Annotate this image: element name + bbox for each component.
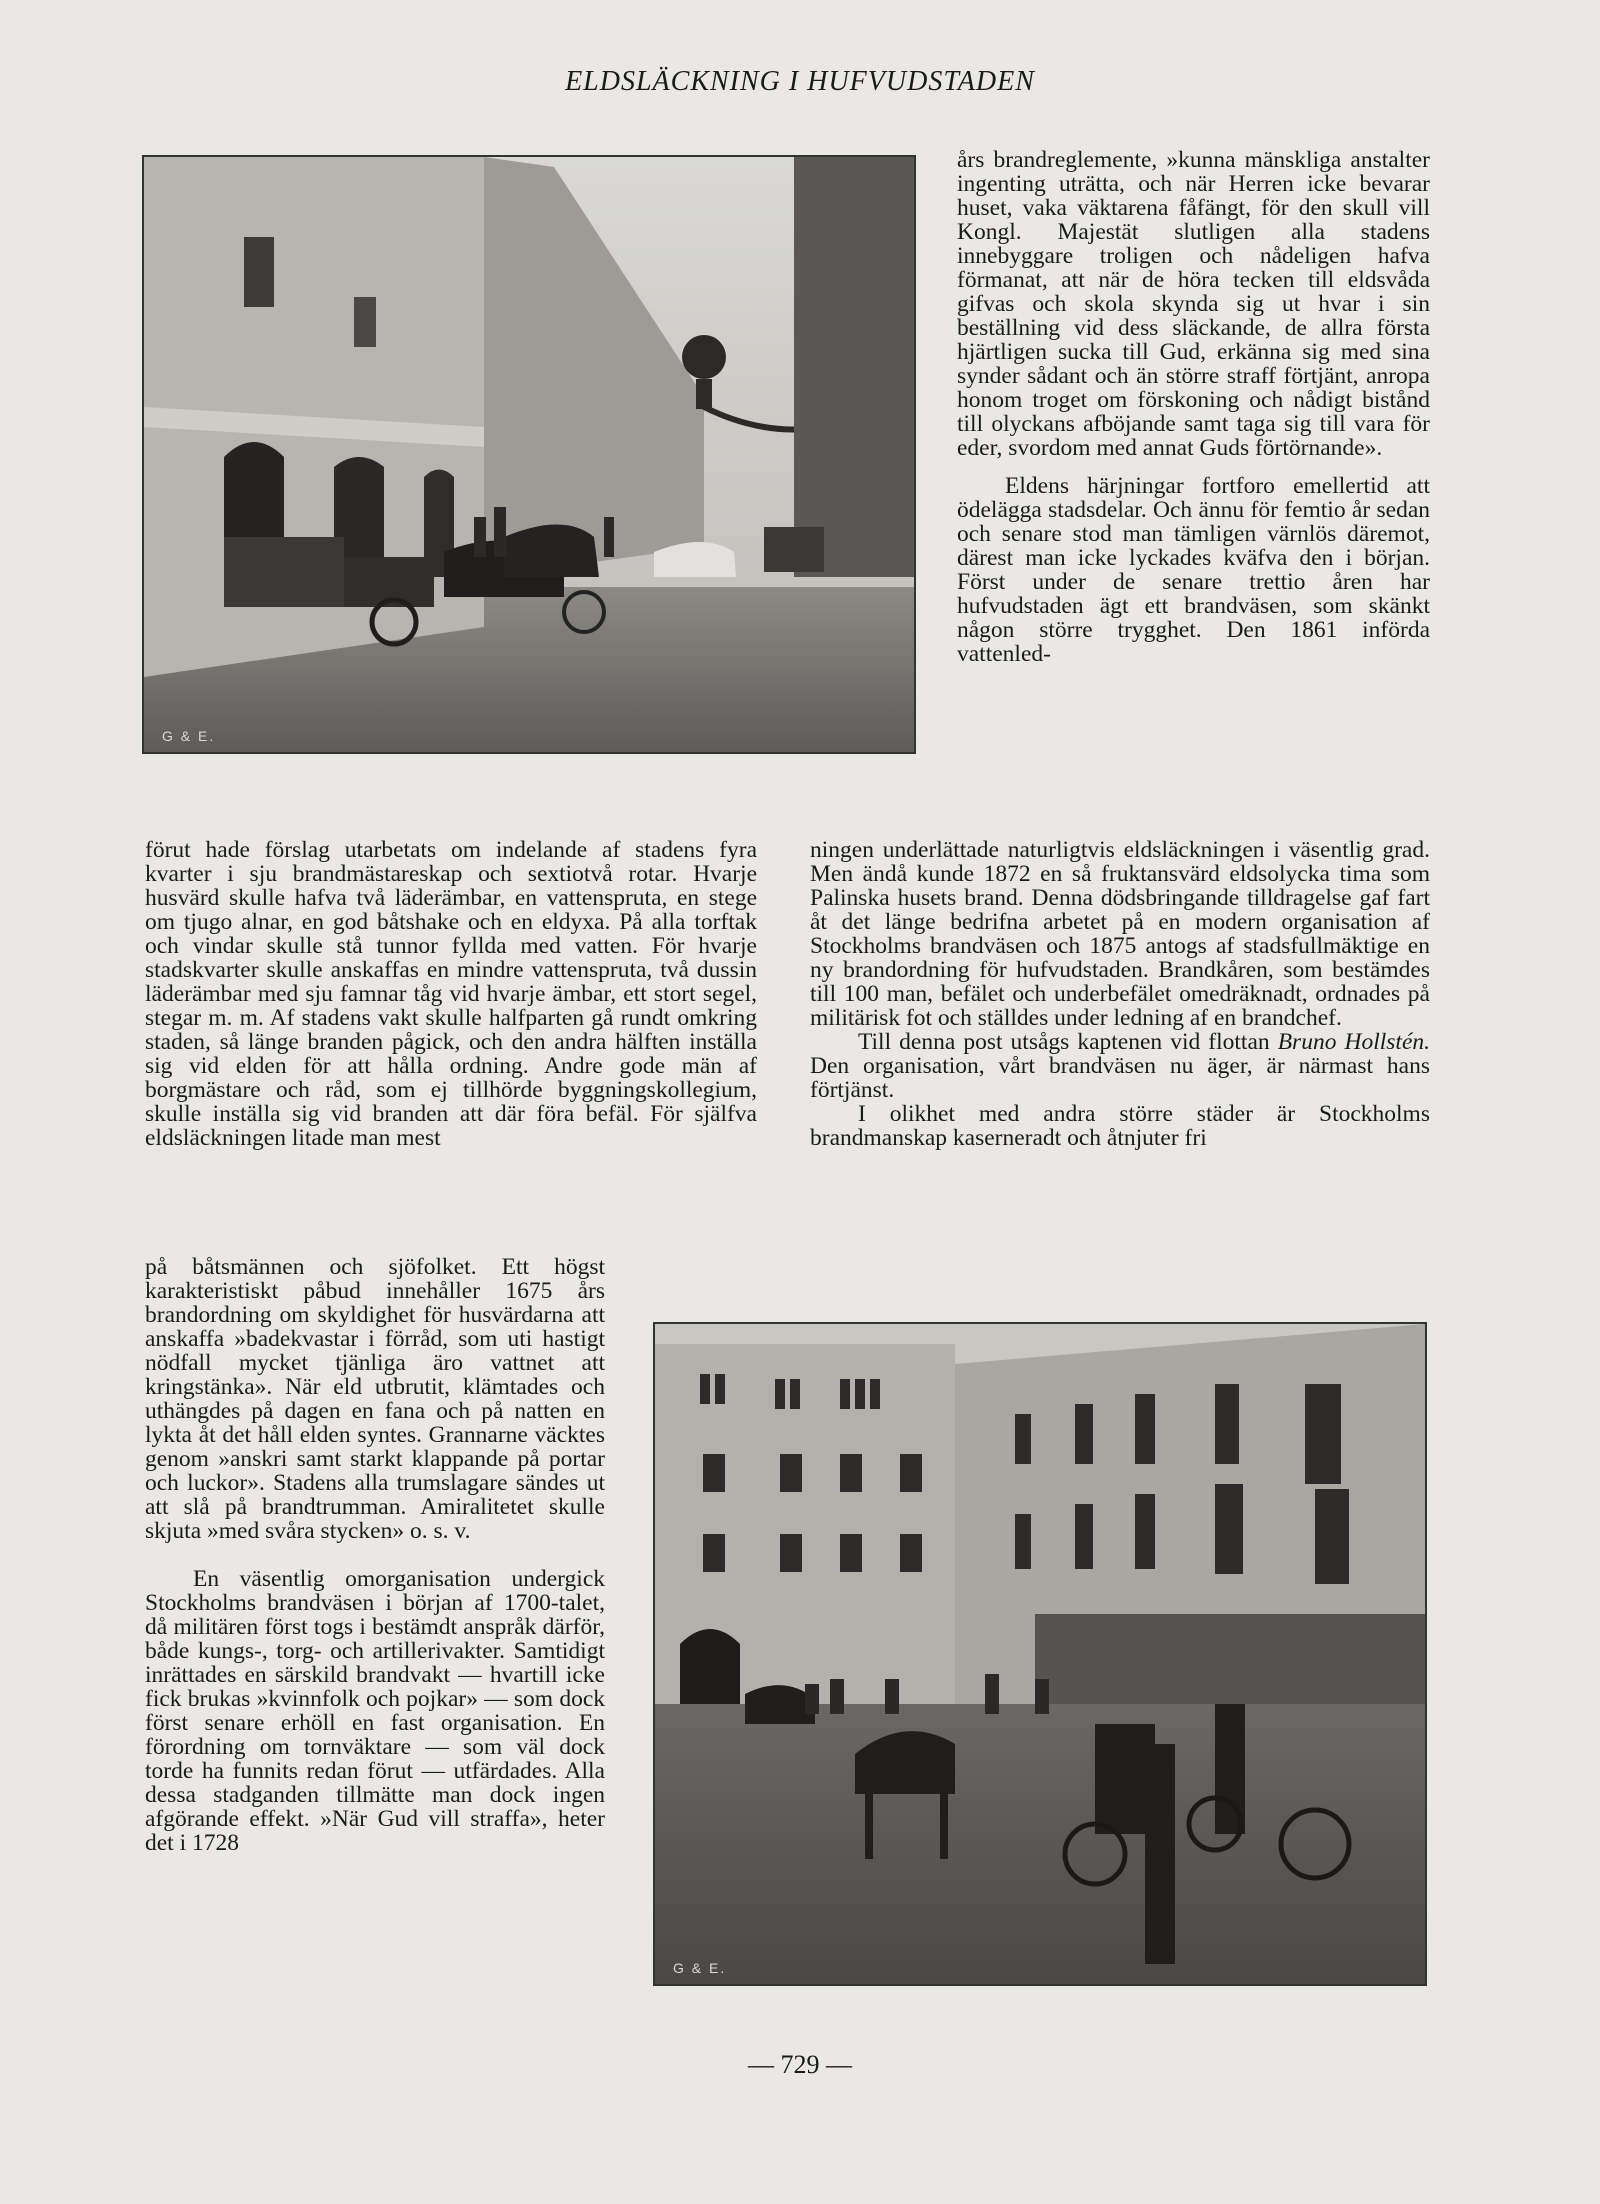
paragraph: på båtsmännen och sjöfolket. Ett högst karakteristiskt påbud innehåller 1675 års brandordning om skyldighet för husvärdarna att anskaffa »badekvastar i förråd, som uti hastigt nödfall mycket tjänliga äro vattnet att kringstänka». När eld utbrutit, klämtades och uthängdes på dagen en fana och på natten en lykta åt det håll elden syntes. Grannarne väcktes genom »anskri samt starkt klappande på portar och luckor». Stadens alla trumslagare sändes ut att slå på brandtrumman. Amiralitetet skulle skjuta »med svåra stycken» o. s. v. bbox=[145, 1254, 605, 1544]
running-title: ELDSLÄCKNING I HUFVUDSTADEN bbox=[565, 66, 1035, 97]
paragraph bbox=[810, 1030, 1430, 1102]
photo-credit: G & E. bbox=[162, 728, 216, 744]
paragraph: ningen underlättade naturligtvis eldsläckningen i väsentlig grad. Men ändå kunde 1872 en så fruktansvärd eldsolycka tima som Palinska husets brand. Denna dödsbringande tilldragelse gaf fart åt det länge bedrifna arbetet på en modern organisation af Stockholms brandväsen och 1875 antogs af stadsfullmäktige en ny brandordning för hufvudstaden. Brandkåren, som bestämdes till 100 man, befälet och underbefälet omedräknadt, ordnades på militärisk fot och ställdes under ledning af en brandchef. bbox=[810, 837, 1430, 1031]
photo-credit: G & E. bbox=[673, 1960, 727, 1976]
paragraph: En väsentlig omorganisation undergick Stockholms brandväsen i början af 1700-talet, då militären först togs i bestämdt anspråk därför, både kungs-, torg- och artillerivakter. Samtidigt inrättades en särskild brandvakt — hvartill icke fick brukas »kvinnfolk och pojkar» — som dock först senare erhöll en fast organisation. En förordning om tornväktare — som väl dock torde ha funnits redan förut — utfärdades. Alla dessa stadganden tillmätte man dock ingen afgörande effekt. »När Gud vill straffa», heter det i 1728 bbox=[145, 1566, 605, 1856]
text-column-right-mid bbox=[810, 838, 1430, 1150]
paragraph: I olikhet med andra större städer är Stockholms brandmanskap kaserneradt och åtnjuter fri bbox=[810, 1101, 1430, 1151]
photo-fire-station-street bbox=[142, 155, 916, 754]
page-number: — 729 — bbox=[748, 2050, 852, 2079]
street-scene-illustration bbox=[144, 157, 914, 752]
paragraph: förut hade förslag utarbetats om indelande af stadens fyra kvarter i sju brandmästareskap och sextiotvå rotar. Hvarje husvärd skulle hafva två läderämbar, en vattenspruta, en stege om tjugo alnar, en god båtshake och en eldyxa. På alla torftak och vindar skulle stå tunnor fyllda med vatten. För hvarje stadskvarter skulle anskaffas en mindre vattenspruta, två dussin läderämbar med sju famnar tåg vid hvarje ämbar, ett stort segel, stegar m. m. Af stadens vakt skulle halfparten gå rundt omkring staden, så länge branden pågick, och den andra hälften inställa sig vid elden för att hålla ordning. Andre gode män af borgmästare och råd, som ej tillhörde byggningskollegium, skulle inställa sig vid branden att där föra befäl. För själfva eldsläckningen litade man mest bbox=[145, 837, 757, 1151]
person-name: Bruno Hollstén. bbox=[1277, 1029, 1430, 1055]
text-column-left-bottom bbox=[145, 1255, 605, 1855]
paragraph: års brandreglemente, »kunna mänskliga anstalter ingenting uträtta, och när Herren icke bevarar huset, vaka väktarena fåfängt, för den skull vill Kongl. Majestät slutligen alla stadens innebyggare troligen och nådeligen hafva förmanat, att när de höra tecken till eldsvåda gifvas och skola skynda sig ut hvar i sin beställning vid dess släckande, de allra första hjärtligen sucka till Gud, erkänna sig med sina synder sådant och än större straff förtjänt, anropa honom troget om förskoning och nådigt bistånd till olyckans afböjande samt taga sig till vara för eder, svordom med annat Guds förtörnande». bbox=[957, 147, 1430, 461]
text-column-right-top bbox=[957, 148, 1430, 666]
courtyard-scene-illustration bbox=[655, 1324, 1425, 1984]
paragraph-text: Till denna post utsågs kaptenen vid flottan bbox=[858, 1029, 1278, 1055]
photo-fire-station-courtyard bbox=[653, 1322, 1427, 1986]
paragraph: Eldens härjningar fortforo emellertid att ödelägga stadsdelar. Och ännu för femtio år sedan och senare stod man tämligen värnlös däremot, därest man icke lyckades kväfva den i början. Först under de senare trettio åren har hufvudstaden ägt ett brandväsen, som skänkt någon större trygghet. Den 1861 införda vattenled- bbox=[957, 473, 1430, 667]
paragraph-text: Den organisation, vårt brandväsen nu äger, är närmast hans förtjänst. bbox=[810, 1053, 1430, 1103]
text-column-left-mid bbox=[145, 838, 757, 1150]
